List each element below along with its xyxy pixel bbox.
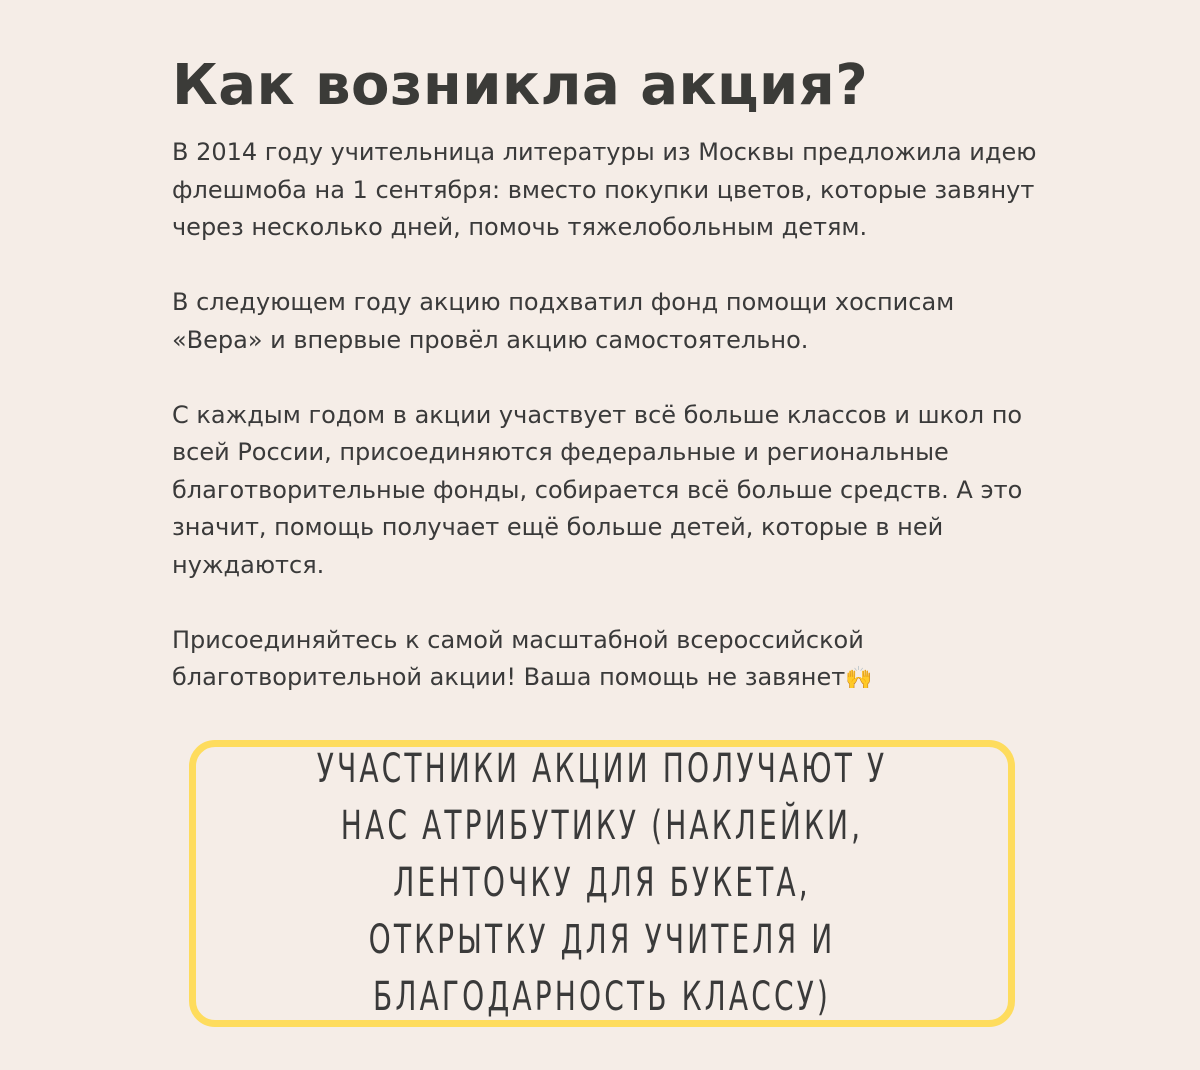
- call-to-action-text: Присоединяйтесь к самой масштабной всероссийской благотворительной акции! Ваша помощь не завянет: [172, 625, 864, 691]
- paragraph-history: В 2014 году учительница литературы из Москвы предложила идею флешмоба на 1 сентября: вместо покупки цветов, которые завянут через несколько дней, помочь тяжелобольным детям.: [172, 138, 1037, 241]
- page-title: Как возникла акция?: [172, 53, 869, 118]
- paragraph-vera-fund: В следующем году акцию подхватил фонд помощи хосписам «Вера» и впервые провёл акцию самостоятельно.: [172, 288, 955, 354]
- raised-hands-icon: 🙌: [845, 666, 873, 691]
- callout-text: УЧАСТНИКИ АКЦИИ ПОЛУЧАЮТ У НАС АТРИБУТИКУ (НАКЛЕЙКИ, ЛЕНТОЧКУ ДЛЯ БУКЕТА, ОТКРЫТКУ ДЛЯ УЧИТЕЛЯ И БЛАГОДАРНОСТЬ КЛАССУ): [316, 746, 888, 1020]
- article-body: [172, 134, 1052, 698]
- paragraph-call-to-action: [172, 622, 1052, 698]
- paragraph-growth: С каждым годом в акции участвует всё больше классов и школ по всей России, присоединяются федеральные и региональные благотворительные фонды, собирается всё больше средств. А это значит, помощь получает ещё больше детей, которые в ней нуждаются.: [172, 400, 1023, 579]
- attributes-callout-box: [189, 740, 1015, 1027]
